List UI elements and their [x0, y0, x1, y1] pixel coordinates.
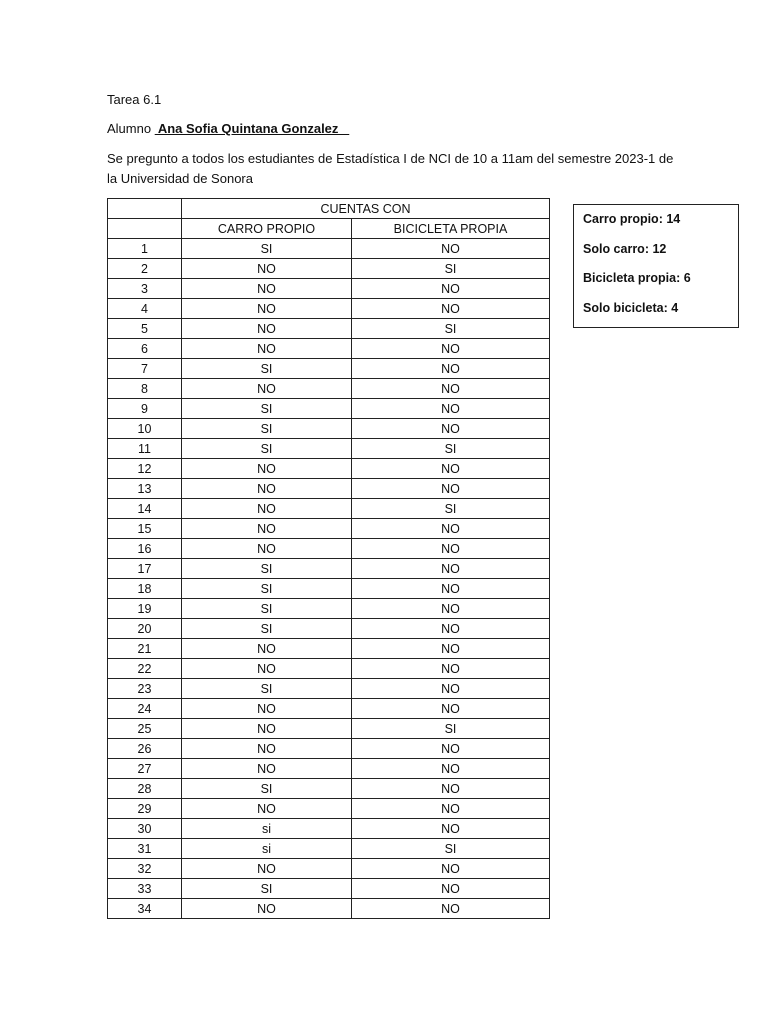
table-row: [108, 539, 550, 559]
table-row: [108, 599, 550, 619]
table-row: [108, 879, 550, 899]
row-number-cell: 11: [108, 439, 182, 459]
student-name: Ana Sofia Quintana Gonzalez: [154, 121, 350, 136]
bicicleta-propia-cell: NO: [352, 639, 550, 659]
bicicleta-propia-cell: NO: [352, 279, 550, 299]
bicicleta-propia-cell: SI: [352, 259, 550, 279]
bicicleta-propia-cell: NO: [352, 359, 550, 379]
bicicleta-propia-cell: SI: [352, 719, 550, 739]
bicicleta-propia-cell: NO: [352, 819, 550, 839]
table-row: [108, 699, 550, 719]
carro-propio-cell: NO: [182, 459, 352, 479]
bicicleta-propia-cell: NO: [352, 779, 550, 799]
bicicleta-propia-cell: SI: [352, 499, 550, 519]
carro-propio-cell: SI: [182, 619, 352, 639]
row-number-cell: 31: [108, 839, 182, 859]
bicicleta-propia-cell: SI: [352, 319, 550, 339]
bicicleta-propia-cell: NO: [352, 759, 550, 779]
bicicleta-propia-cell: NO: [352, 659, 550, 679]
table-row: [108, 719, 550, 739]
row-number-cell: 4: [108, 299, 182, 319]
row-number-cell: 28: [108, 779, 182, 799]
column-header-carro: CARRO PROPIO: [182, 219, 352, 239]
summary-box: [573, 204, 739, 328]
bicicleta-propia-cell: NO: [352, 419, 550, 439]
row-number-cell: 20: [108, 619, 182, 639]
table-row: [108, 579, 550, 599]
table-row: [108, 619, 550, 639]
table-row: [108, 379, 550, 399]
table-row: [108, 399, 550, 419]
carro-propio-cell: SI: [182, 779, 352, 799]
bicicleta-propia-cell: NO: [352, 399, 550, 419]
summary-solo-bicicleta: Solo bicicleta: 4: [583, 300, 679, 315]
column-header-bicicleta: BICICLETA PROPIA: [352, 219, 550, 239]
carro-propio-cell: SI: [182, 359, 352, 379]
table-row: [108, 479, 550, 499]
carro-propio-cell: SI: [182, 439, 352, 459]
row-number-cell: 17: [108, 559, 182, 579]
carro-propio-cell: NO: [182, 499, 352, 519]
carro-propio-cell: NO: [182, 259, 352, 279]
carro-propio-cell: SI: [182, 399, 352, 419]
bicicleta-propia-cell: NO: [352, 559, 550, 579]
table-row: [108, 339, 550, 359]
carro-propio-cell: NO: [182, 699, 352, 719]
row-number-cell: 24: [108, 699, 182, 719]
bicicleta-propia-cell: NO: [352, 739, 550, 759]
carro-propio-cell: NO: [182, 639, 352, 659]
table-row: [108, 259, 550, 279]
table-row: [108, 839, 550, 859]
bicicleta-propia-cell: NO: [352, 379, 550, 399]
row-number-cell: 3: [108, 279, 182, 299]
carro-propio-cell: NO: [182, 519, 352, 539]
bicicleta-propia-cell: NO: [352, 799, 550, 819]
bicicleta-propia-cell: NO: [352, 239, 550, 259]
carro-propio-cell: NO: [182, 759, 352, 779]
carro-propio-cell: SI: [182, 559, 352, 579]
bicicleta-propia-cell: NO: [352, 299, 550, 319]
carro-propio-cell: SI: [182, 679, 352, 699]
bicicleta-propia-cell: NO: [352, 479, 550, 499]
table-row: [108, 319, 550, 339]
table-row: [108, 459, 550, 479]
table-row: [108, 639, 550, 659]
table-row: [108, 299, 550, 319]
row-number-cell: 7: [108, 359, 182, 379]
summary-solo-carro: Solo carro: 12: [583, 241, 667, 256]
carro-propio-cell: NO: [182, 719, 352, 739]
bicicleta-propia-cell: NO: [352, 899, 550, 919]
row-number-cell: 6: [108, 339, 182, 359]
row-number-cell: 9: [108, 399, 182, 419]
row-number-cell: 26: [108, 739, 182, 759]
row-number-cell: 27: [108, 759, 182, 779]
bicicleta-propia-cell: SI: [352, 439, 550, 459]
carro-propio-cell: NO: [182, 279, 352, 299]
row-number-cell: 14: [108, 499, 182, 519]
bicicleta-propia-cell: SI: [352, 839, 550, 859]
table-group-header-row: [108, 199, 550, 219]
row-number-cell: 19: [108, 599, 182, 619]
group-header-cell: CUENTAS CON: [182, 199, 550, 219]
row-number-cell: 32: [108, 859, 182, 879]
row-number-cell: 13: [108, 479, 182, 499]
table-corner-cell: [108, 219, 182, 239]
row-number-cell: 8: [108, 379, 182, 399]
carro-propio-cell: NO: [182, 799, 352, 819]
carro-propio-cell: NO: [182, 339, 352, 359]
table-row: [108, 439, 550, 459]
table-row: [108, 659, 550, 679]
bicicleta-propia-cell: NO: [352, 879, 550, 899]
summary-bicicleta-propia: Bicicleta propia: 6: [583, 271, 691, 285]
summary-carro-propio: Carro propio: 14: [583, 212, 681, 226]
row-number-cell: 22: [108, 659, 182, 679]
carro-propio-cell: NO: [182, 539, 352, 559]
table-row: [108, 759, 550, 779]
table-row: [108, 499, 550, 519]
bicicleta-propia-cell: NO: [352, 519, 550, 539]
carro-propio-cell: SI: [182, 239, 352, 259]
table-row: [108, 779, 550, 799]
carro-propio-cell: NO: [182, 299, 352, 319]
row-number-cell: 16: [108, 539, 182, 559]
table-row: [108, 819, 550, 839]
bicicleta-propia-cell: NO: [352, 459, 550, 479]
table-row: [108, 799, 550, 819]
carro-propio-cell: SI: [182, 419, 352, 439]
table-row: [108, 279, 550, 299]
survey-table: [107, 198, 550, 919]
row-number-cell: 25: [108, 719, 182, 739]
bicicleta-propia-cell: NO: [352, 579, 550, 599]
table-row: [108, 519, 550, 539]
table-row: [108, 679, 550, 699]
carro-propio-cell: SI: [182, 579, 352, 599]
bicicleta-propia-cell: NO: [352, 339, 550, 359]
bicicleta-propia-cell: NO: [352, 859, 550, 879]
row-number-cell: 5: [108, 319, 182, 339]
bicicleta-propia-cell: NO: [352, 619, 550, 639]
row-number-cell: 18: [108, 579, 182, 599]
carro-propio-cell: si: [182, 819, 352, 839]
table-column-header-row: [108, 219, 550, 239]
table-row: [108, 239, 550, 259]
row-number-cell: 10: [108, 419, 182, 439]
row-number-cell: 2: [108, 259, 182, 279]
row-number-cell: 33: [108, 879, 182, 899]
carro-propio-cell: si: [182, 839, 352, 859]
student-label: Alumno: [107, 121, 152, 136]
student-line: [107, 121, 349, 136]
document-title: Tarea 6.1: [107, 92, 162, 107]
bicicleta-propia-cell: NO: [352, 699, 550, 719]
row-number-cell: 1: [108, 239, 182, 259]
row-number-cell: 34: [108, 899, 182, 919]
carro-propio-cell: NO: [182, 379, 352, 399]
table-row: [108, 859, 550, 879]
carro-propio-cell: NO: [182, 479, 352, 499]
carro-propio-cell: SI: [182, 879, 352, 899]
row-number-cell: 12: [108, 459, 182, 479]
carro-propio-cell: SI: [182, 599, 352, 619]
table-row: [108, 359, 550, 379]
intro-paragraph: Se pregunto a todos los estudiantes de Estadística I de NCI de 10 a 11am del semestre 2023-1 de la Universidad de Sonora: [107, 151, 674, 186]
table-corner-cell: [108, 199, 182, 219]
table-row: [108, 739, 550, 759]
table-row: [108, 419, 550, 439]
row-number-cell: 23: [108, 679, 182, 699]
row-number-cell: 30: [108, 819, 182, 839]
table-row: [108, 559, 550, 579]
row-number-cell: 21: [108, 639, 182, 659]
bicicleta-propia-cell: NO: [352, 679, 550, 699]
carro-propio-cell: NO: [182, 899, 352, 919]
carro-propio-cell: NO: [182, 319, 352, 339]
table-row: [108, 899, 550, 919]
carro-propio-cell: NO: [182, 859, 352, 879]
row-number-cell: 15: [108, 519, 182, 539]
carro-propio-cell: NO: [182, 739, 352, 759]
row-number-cell: 29: [108, 799, 182, 819]
carro-propio-cell: NO: [182, 659, 352, 679]
bicicleta-propia-cell: NO: [352, 539, 550, 559]
bicicleta-propia-cell: NO: [352, 599, 550, 619]
